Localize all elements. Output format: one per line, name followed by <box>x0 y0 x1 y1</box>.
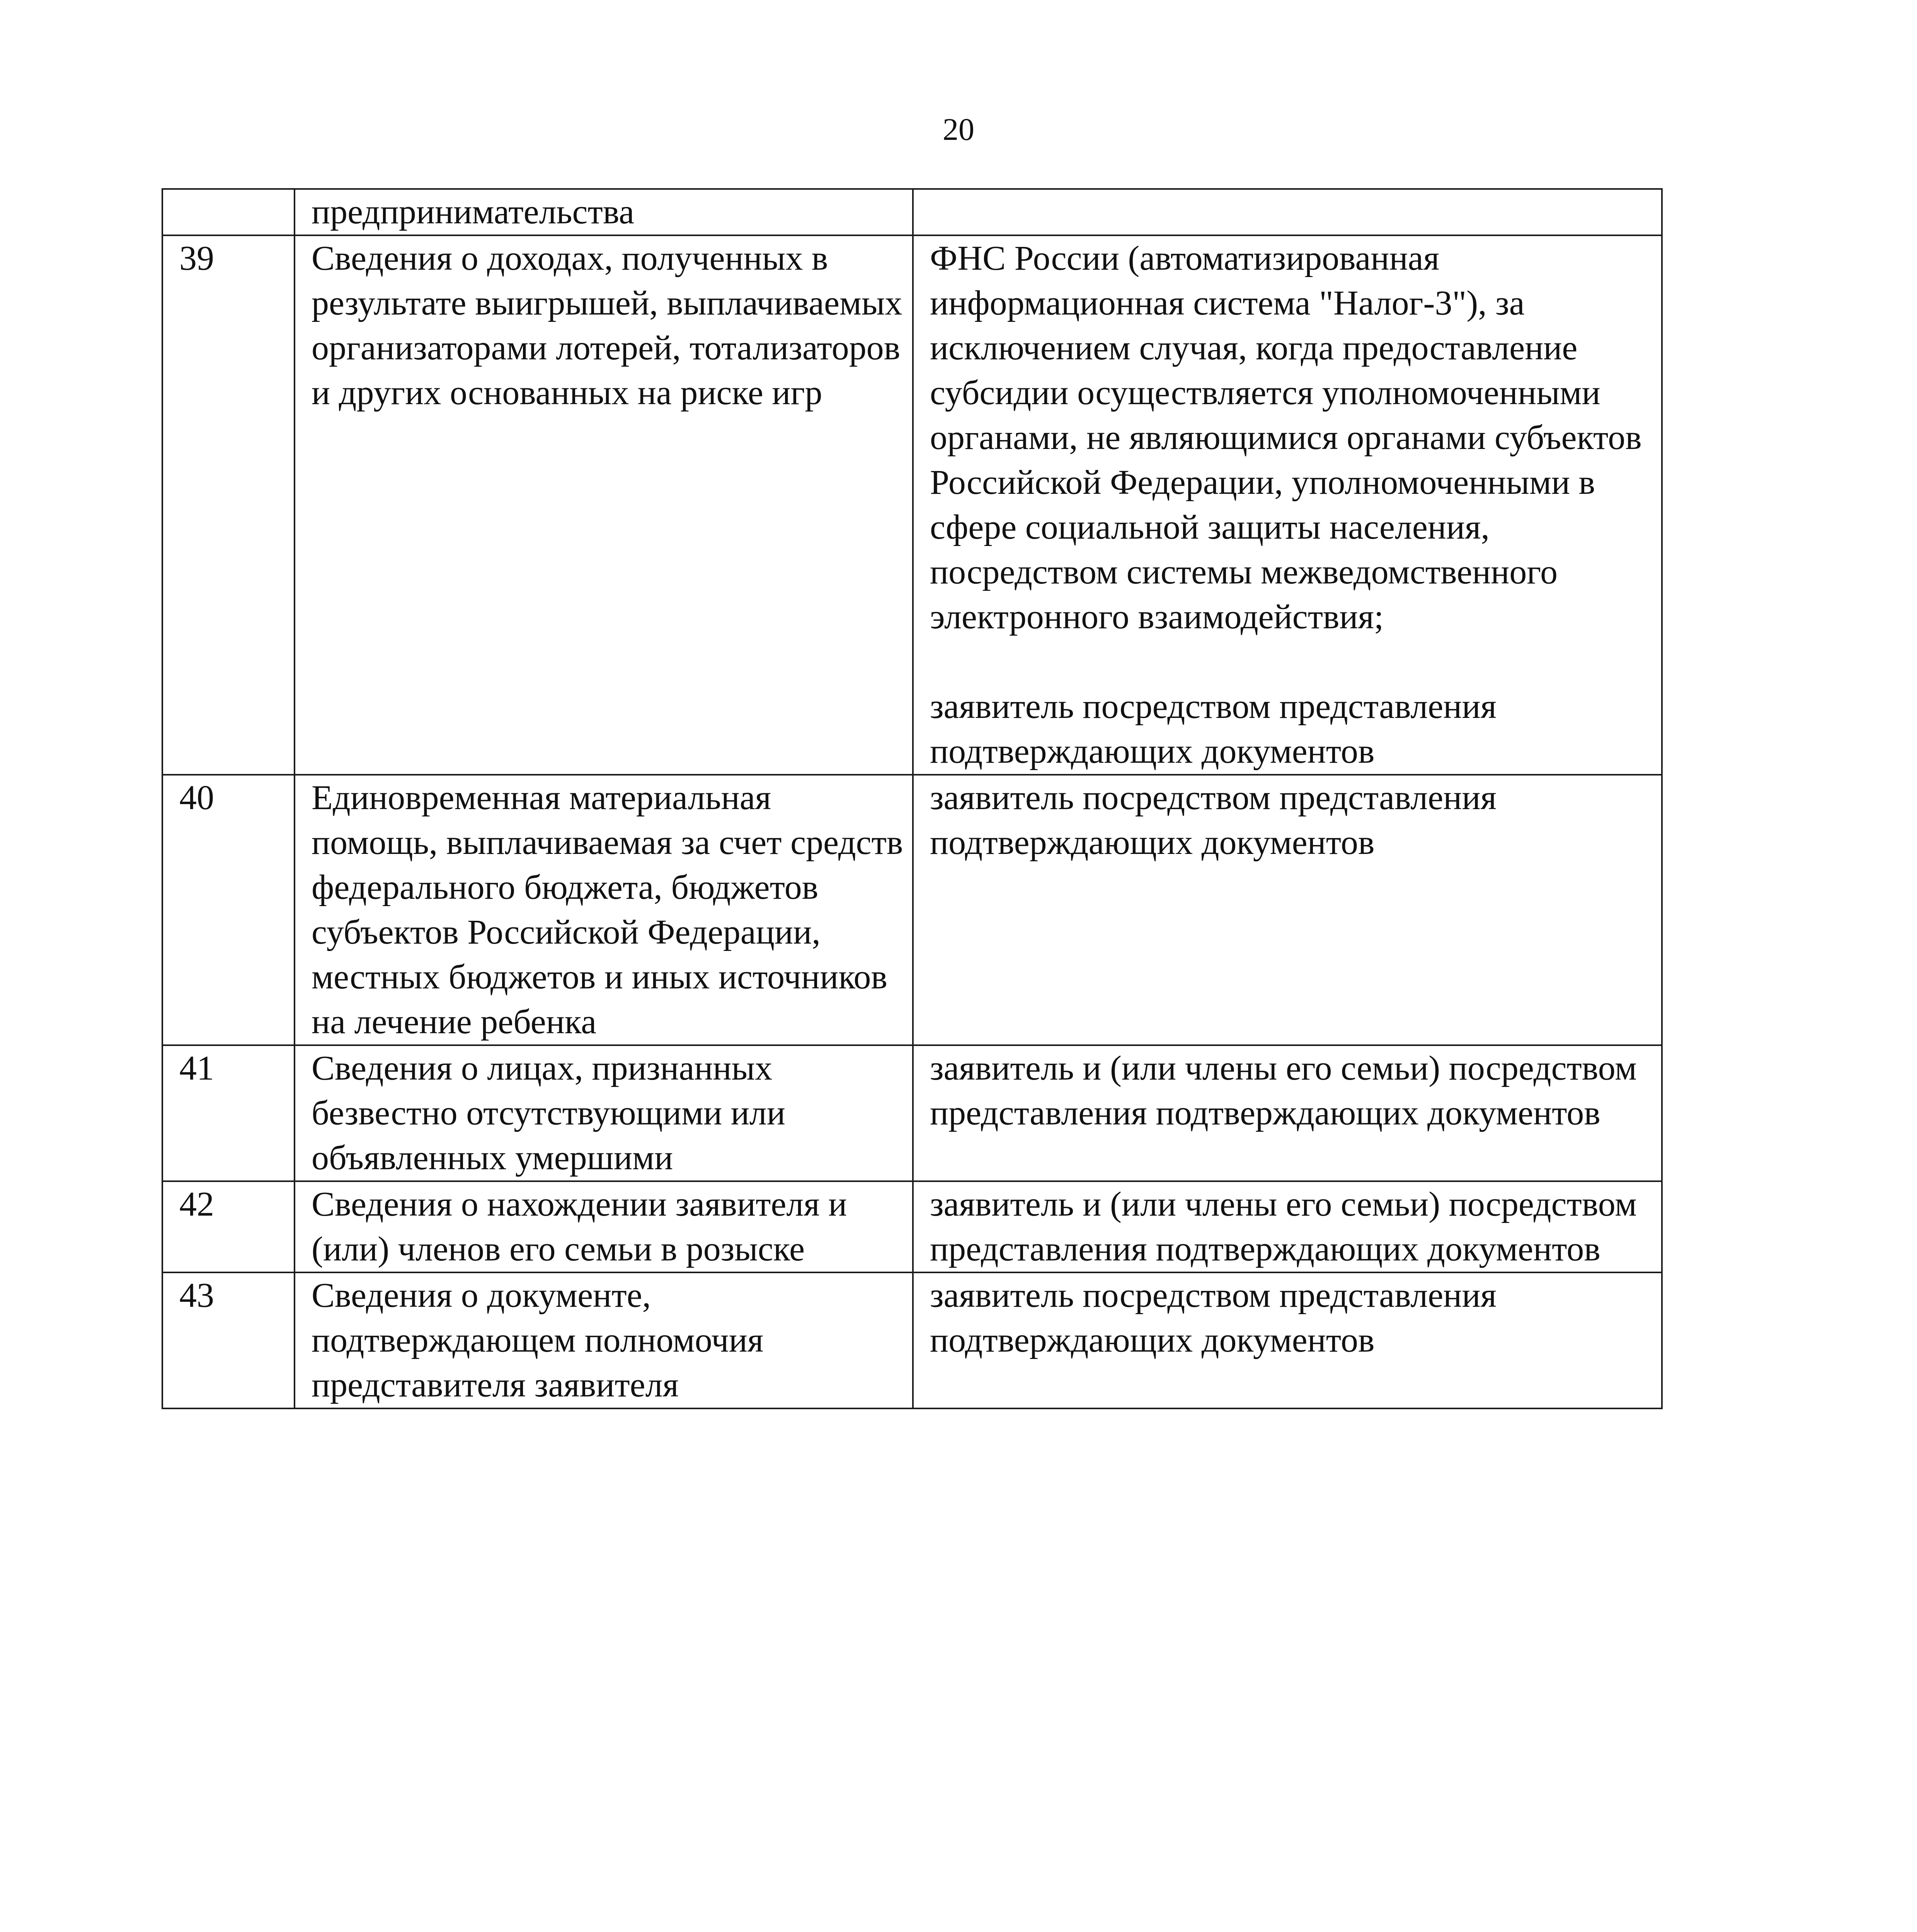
table-row <box>162 1272 1662 1408</box>
row-description: Сведения о нахождении заявителя и (или) членов его семьи в розыске <box>295 1181 913 1272</box>
row-source: заявитель посредством представления подтверждающих документов <box>913 775 1662 1045</box>
row-number: 39 <box>162 235 295 775</box>
table-row <box>162 775 1662 1045</box>
row-number: 41 <box>162 1045 295 1181</box>
row-number: 40 <box>162 775 295 1045</box>
row-description: Сведения о документе, подтверждающем полномочия представителя заявителя <box>295 1272 913 1408</box>
row-description: Единовременная материальная помощь, выплачиваемая за счет средств федерального бюджета, бюджетов субъектов Российской Федерации, местных бюджетов и иных источников на лечение ребенка <box>295 775 913 1045</box>
source-paragraph: ФНС России (автоматизированная информационная система "Налог-3"), за исключением случая, когда предоставление субсидии осуществляется уполномоченными органами, не являющимися органами субъектов Российской Федерации, уполномоченными в сфере социальной защиты населения, посредством системы межведомственного электронного взаимодействия; <box>930 239 1642 636</box>
table-row <box>162 235 1662 775</box>
table-row <box>162 1045 1662 1181</box>
row-source: заявитель посредством представления подтверждающих документов <box>913 1272 1662 1408</box>
row-description: Сведения о доходах, полученных в результате выигрышей, выплачиваемых организаторами лотерей, тотализаторов и других основанных на риске игр <box>295 235 913 775</box>
data-table <box>162 188 1663 1409</box>
row-description: предпринимательства <box>295 189 913 235</box>
row-source: заявитель и (или члены его семьи) посредством представления подтверждающих документов <box>913 1181 1662 1272</box>
row-source <box>913 235 1662 775</box>
row-number: 42 <box>162 1181 295 1272</box>
row-source: заявитель и (или члены его семьи) посредством представления подтверждающих документов <box>913 1045 1662 1181</box>
source-paragraph: заявитель посредством представления подтверждающих документов <box>930 687 1497 770</box>
page-number: 20 <box>943 112 974 147</box>
paragraph-gap <box>930 639 1653 684</box>
row-source <box>913 189 1662 235</box>
row-number: 43 <box>162 1272 295 1408</box>
row-number <box>162 189 295 235</box>
table-row <box>162 189 1662 235</box>
row-description: Сведения о лицах, признанных безвестно отсутствующими или объявленных умершими <box>295 1045 913 1181</box>
table-row <box>162 1181 1662 1272</box>
